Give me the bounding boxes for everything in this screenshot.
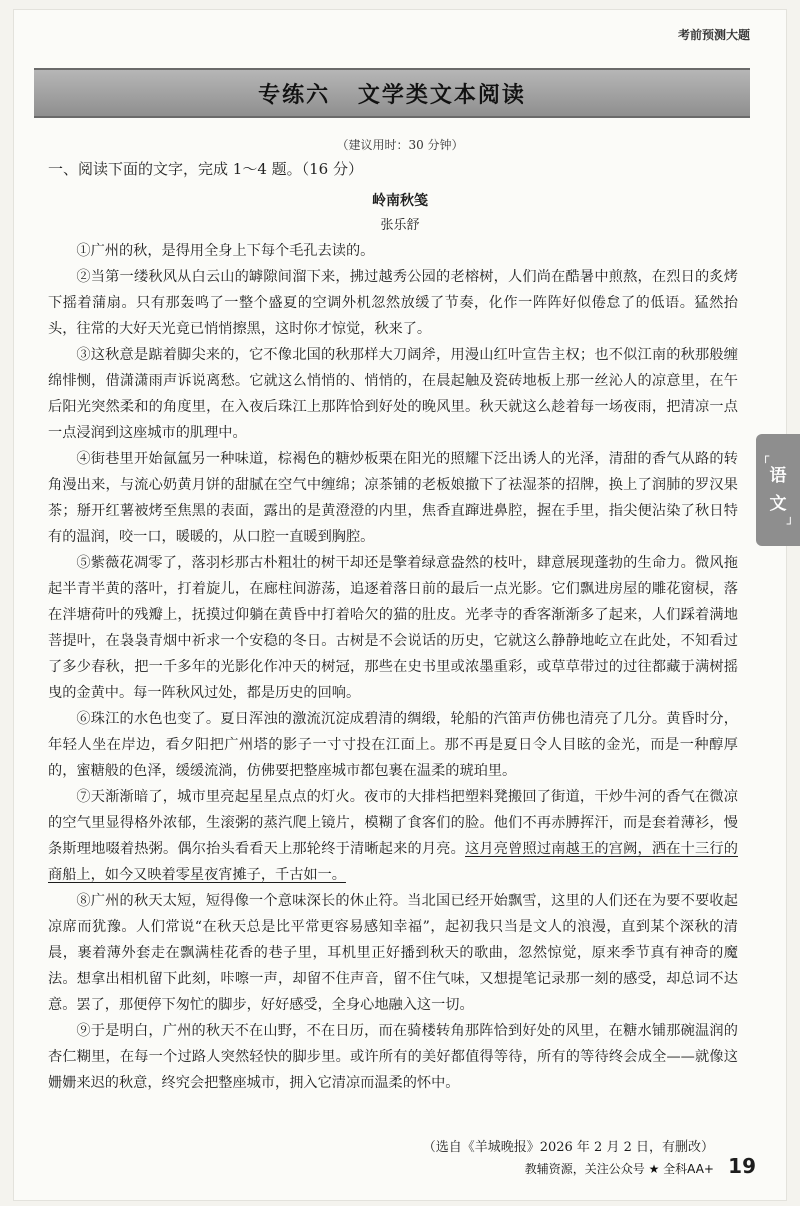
paragraph-2: ②当第一缕秋风从白云山的罅隙间溜下来，拂过越秀公园的老榕树，人们尚在酷暑中煎熬，在烈日的炙烤下摇着蒲扇。只有那轰鸣了一整个盛夏的空调外机忽然放缓了节奏，化作一阵阵好似倦怠了的低语。猛然抬头，往常的大好天光竟已悄悄擦黑，这时你才惊觉，秋来了。 [48, 269, 738, 337]
side-tab-char-1: 语 [769, 466, 787, 486]
paragraph-6: ⑥珠江的水色也变了。夏日浑浊的激流沉淀成碧清的绸缎，轮船的汽笛声仿佛也清亮了几分。黄昏时分，年轻人坐在岸边，看夕阳把广州塔的影子一寸寸投在江面上。那不再是夏日令人目眩的金光，而是一种醇厚的，蜜糖般的色泽，缓缓流淌，仿佛要把整座城市都包裹在温柔的琥珀里。 [48, 711, 738, 779]
article-source: （选自《羊城晚报》2026 年 2 月 2 日，有删改） [422, 1140, 714, 1155]
paragraph-7 [48, 784, 738, 888]
running-head: 考前预测大题 [677, 28, 750, 42]
subject-side-tab [756, 434, 800, 546]
question-instruction: 一、阅读下面的文字，完成 1～4 题。（16 分） [48, 160, 363, 178]
section-banner [34, 68, 750, 118]
watermark-text: 教辅资源，关注公众号 ★ 全科AA+ [524, 1162, 714, 1176]
bracket-bottom-icon: ┘ [786, 517, 794, 531]
paragraph-3: ③这秋意是踮着脚尖来的，它不像北国的秋那样大刀阔斧，用漫山红叶宣告主权；也不似江南的秋那般缠绵悱恻，借潇潇雨声诉说离愁。它就这么悄悄的、悄悄的，在晨起触及瓷砖地板上那一丝沁人的凉意里，在午后阳光突然柔和的角度里，在入夜后珠江上那阵恰到好处的晚风里。秋天就这么趁着每一场夜雨，把清凉一点一点浸润到这座城市的肌理中。 [48, 347, 738, 441]
paragraph-7-text: ⑦天渐渐暗了，城市里亮起星星点点的灯火。夜市的大排档把塑料凳搬回了街道，干炒牛河的香气在微凉的空气里显得格外浓郁，生滚粥的蒸汽爬上镜片，模糊了食客们的脸。他们不再赤膊挥汗，而是套着薄衫，慢条斯理地啜着热粥。偶尔抬头看看天上那轮终于清晰起来的月亮。 [48, 789, 738, 857]
article-title: 岭南秋笺 [372, 193, 428, 209]
article-body [48, 238, 738, 1096]
paragraph-5: ⑤紫薇花凋零了，落羽杉那古朴粗壮的树干却还是擎着绿意盎然的枝叶，肆意展现蓬勃的生命力。微风拖起半青半黄的落叶，打着旋儿，在廊柱间游荡，追逐着落日前的最后一点光影。它们飘进房屋的雕花窗棂，落在泮塘荷叶的残瓣上，抚摸过仰躺在黄昏中打着哈欠的猫的肚皮。光孝寺的香客渐渐多了起来，人们踩着满地菩提叶，在袅袅青烟中祈求一个安稳的冬日。古树是不会说话的历史，它就这么静静地屹立在此处，不知看过了多少春秋，把一千多年的光影化作冲天的树冠，那些在史书里或浓墨重彩，或草草带过的过往都藏于满树摇曳的金黄中。每一阵秋风过处，都是历史的回响。 [48, 555, 738, 701]
underlined-sentence: 这月亮曾照过南越王的宫阙，洒在十三行的商船上，如今又映着零星夜宵摊子，千古如一。 [48, 841, 738, 883]
bracket-top-icon: ┌ [762, 449, 770, 463]
time-note: （建议用时：30 分钟） [336, 138, 464, 152]
side-tab-char-2: 文 [769, 494, 787, 514]
page-number: 19 [728, 1154, 756, 1178]
paragraph-1: ①广州的秋，是得用全身上下每个毛孔去读的。 [76, 243, 375, 259]
article-author: 张乐舒 [380, 218, 420, 233]
page [14, 10, 786, 1200]
banner-title: 专练六 文学类文本阅读 [258, 82, 526, 108]
paragraph-8: ⑧广州的秋天太短，短得像一个意味深长的休止符。当北国已经开始飘雪，这里的人们还在为要不要收起凉席而犹豫。人们常说“在秋天总是比平常更容易感知幸福”，起初我只当是文人的浪漫，直到某个深秋的清晨，裹着薄外套走在飘满桂花香的巷子里，耳机里正好播到秋天的歌曲，忽然惊觉，原来季节真有神奇的魔法。想拿出相机留下此刻，咔嚓一声，却留不住声音，留不住气味，又想提笔记录那一刻的感受，却总词不达意。罢了，那便停下匆忙的脚步，好好感受，全身心地融入这一切。 [48, 893, 738, 1013]
paragraph-9: ⑨于是明白，广州的秋天不在山野，不在日历，而在骑楼转角那阵恰到好处的风里，在糖水铺那碗温润的杏仁糊里，在每一个过路人突然轻快的脚步里。或许所有的美好都值得等待，所有的等待终会成全——就像这姗姗来迟的秋意，终究会把整座城市，拥入它清凉而温柔的怀中。 [48, 1023, 738, 1091]
paragraph-4: ④街巷里开始氤氲另一种味道，棕褐色的糖炒板栗在阳光的照耀下泛出诱人的光泽，清甜的香气从路的转角漫出来，与流心奶黄月饼的甜腻在空气中缠绵；凉茶铺的老板娘撤下了祛湿茶的招牌，换上了润肺的罗汉果茶；掰开红薯被烤至焦黑的表面，露出的是黄澄澄的内里，焦香直蹿进鼻腔，握在手里，指尖便沾染了秋日特有的温润，咬一口，暖暖的，从口腔一直暖到胸腔。 [48, 451, 738, 545]
